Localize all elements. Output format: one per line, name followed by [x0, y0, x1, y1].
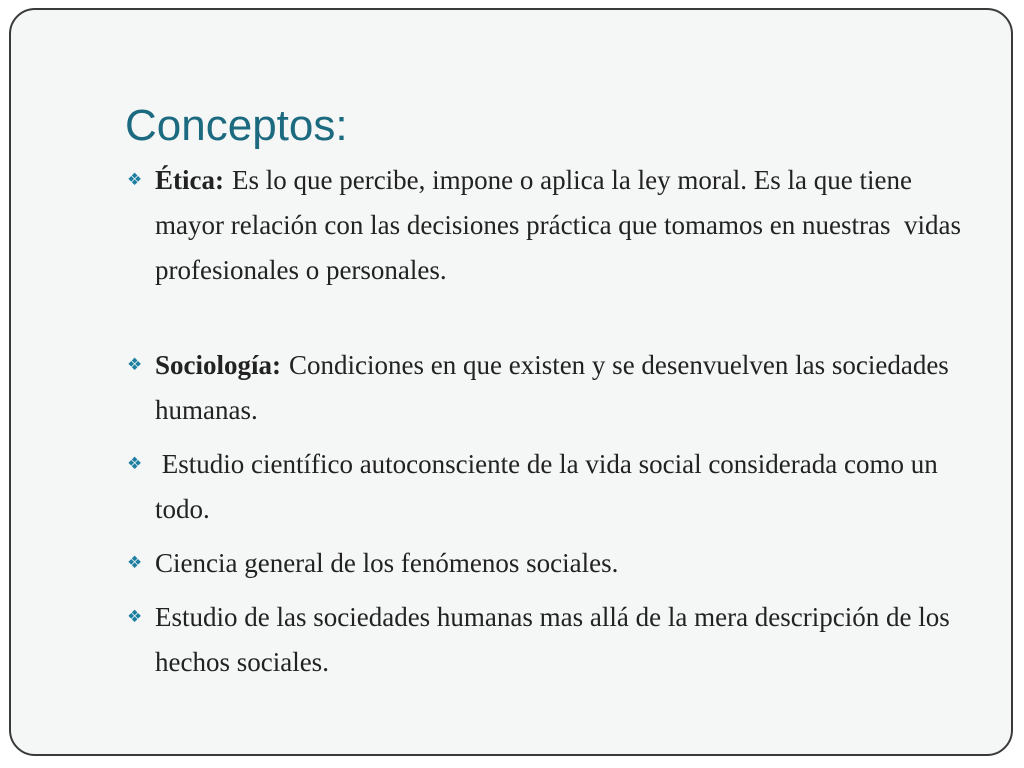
diamond-bullet-icon: ❖ [127, 607, 143, 627]
bullet-text: Estudio científico autoconsciente de la vida social considerada como un todo. [155, 449, 945, 524]
bullet-text: Ciencia general de los fenómenos sociales. [155, 548, 619, 578]
slide-title: Conceptos: [125, 101, 348, 150]
bullet-etica [127, 158, 975, 293]
bullet-text: Es lo que percibe, impone o aplica la ley moral. Es la que tiene mayor relación con las decisiones práctica que tomamos en nuestras vidas profesionales o personales. [155, 165, 968, 285]
bullet-term: Ética: [155, 165, 224, 195]
bullet-estudio-cientifico [127, 442, 975, 532]
diamond-bullet-icon: ❖ [127, 170, 143, 190]
bullet-ciencia-general [127, 541, 975, 586]
diamond-bullet-icon: ❖ [127, 454, 143, 474]
diamond-bullet-icon: ❖ [127, 355, 143, 375]
bullet-text: Condiciones en que existen y se desenvuelven las sociedades humanas. [155, 350, 949, 425]
bullet-estudio-sociedades [127, 595, 975, 685]
diamond-bullet-icon: ❖ [127, 553, 143, 573]
bullet-term: Sociología: [155, 350, 281, 380]
slide-frame [9, 8, 1013, 756]
bullet-text: Estudio de las sociedades humanas mas allá de la mera descripción de los hechos sociales. [155, 602, 950, 677]
bullet-sociologia [127, 343, 975, 433]
bullet-list [127, 158, 975, 685]
